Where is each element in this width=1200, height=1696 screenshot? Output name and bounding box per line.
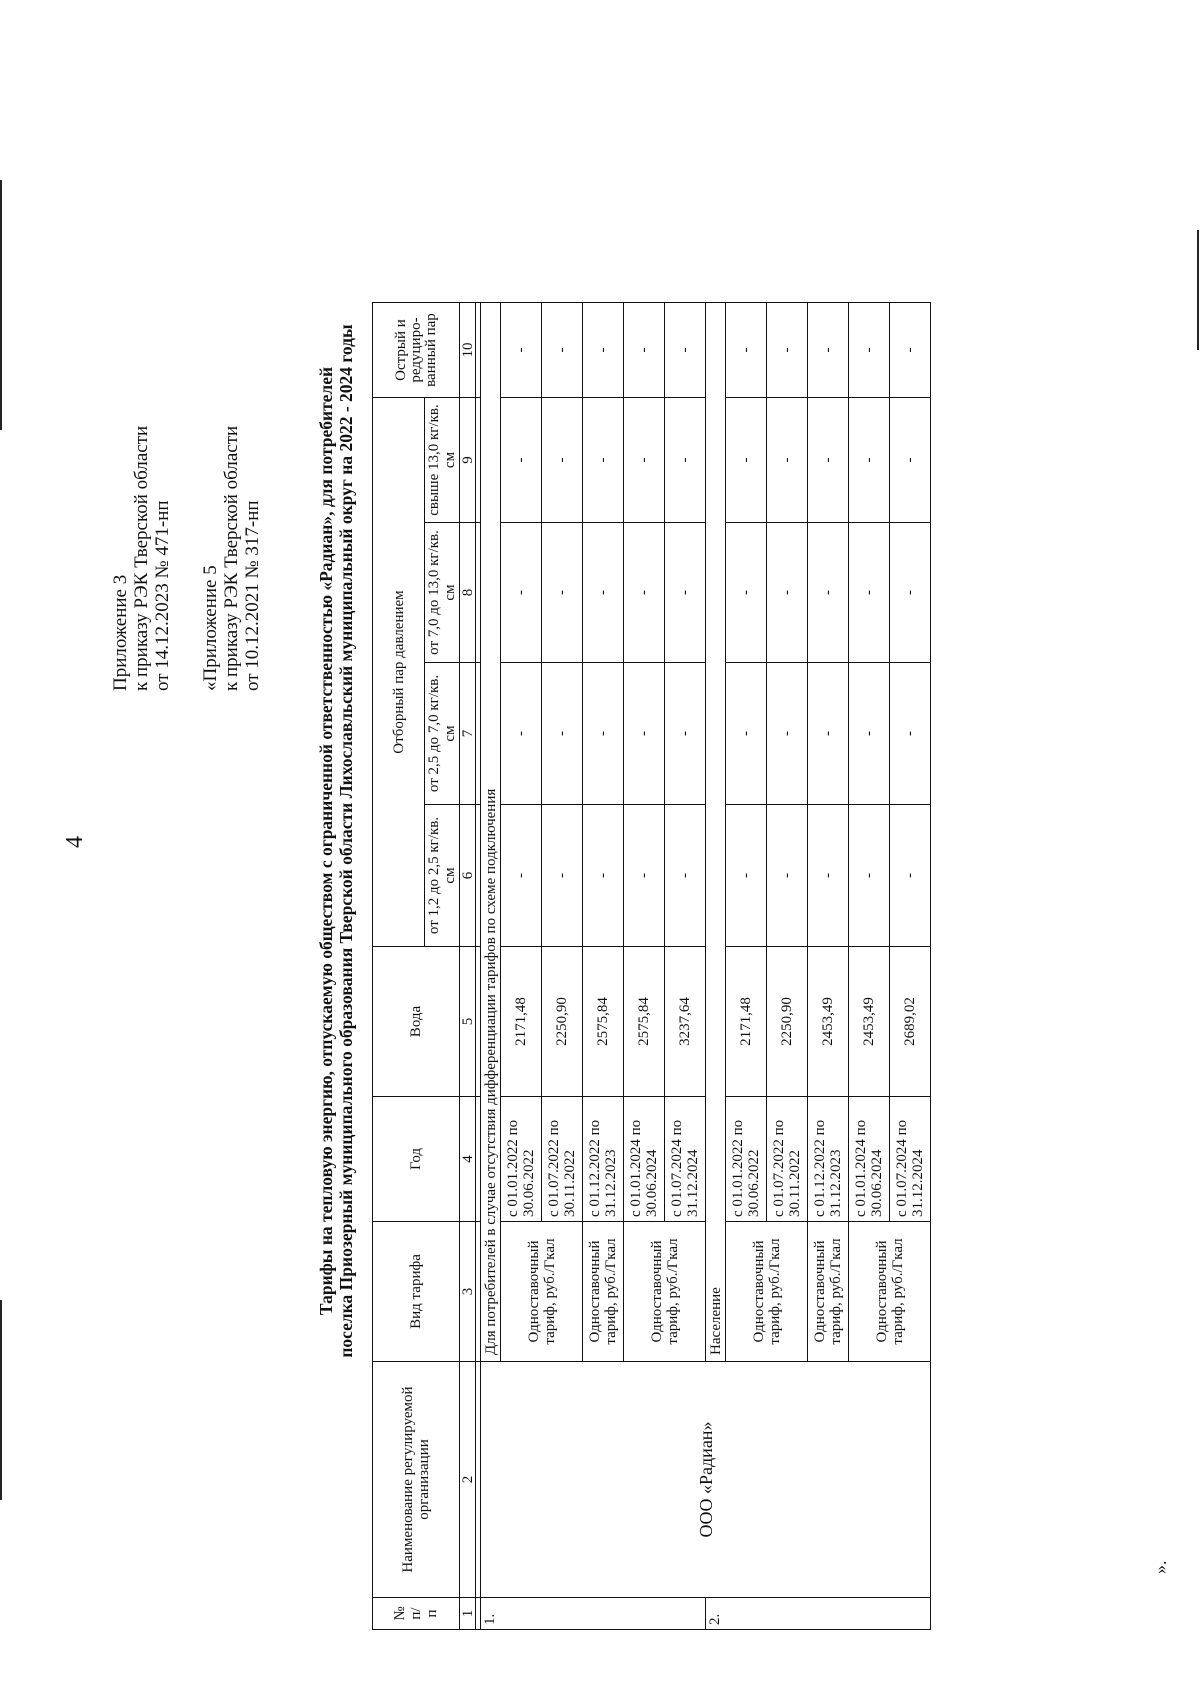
steam-p1-cell: - xyxy=(624,805,665,947)
header-pressure-p2: от 2,5 до 7,0 кг/кв. см xyxy=(425,663,460,805)
header-num: № п/ п xyxy=(373,1598,460,1630)
appendix-current-line1: Приложение 3 xyxy=(110,574,131,691)
header-year: Год xyxy=(373,1097,460,1222)
appendix-original-line2: к приказу РЭК Тверской области xyxy=(221,425,242,691)
steam-p4-cell: - xyxy=(849,398,890,523)
water-tariff-cell: 2453,49 xyxy=(808,947,849,1097)
steam-p4-cell: - xyxy=(501,398,542,523)
closing-mark: ». xyxy=(1150,1560,1170,1574)
steam-p4-cell: - xyxy=(542,398,583,523)
water-tariff-cell: 2453,49 xyxy=(849,947,890,1097)
steam-p1-cell: - xyxy=(501,805,542,947)
steam-sharp-cell: - xyxy=(665,303,706,398)
tariff-type-cell: Одноставочный тариф, руб./Гкал xyxy=(808,1222,849,1362)
steam-p3-cell: - xyxy=(808,523,849,663)
period-cell: с 01.01.2024 по 30.06.2024 xyxy=(624,1097,665,1222)
steam-p4-cell: - xyxy=(726,398,767,523)
steam-p2-cell: - xyxy=(501,663,542,805)
steam-p1-cell: - xyxy=(849,805,890,947)
steam-p4-cell: - xyxy=(665,398,706,523)
steam-p4-cell: - xyxy=(583,398,624,523)
steam-sharp-cell: - xyxy=(849,303,890,398)
tariff-type-cell: Одноставочный тариф, руб./Гкал xyxy=(849,1222,931,1362)
steam-sharp-cell: - xyxy=(808,303,849,398)
period-cell: с 01.07.2022 по 30.11.2022 xyxy=(542,1097,583,1222)
header-water: Вода xyxy=(373,947,460,1097)
row-number: 1. xyxy=(481,1598,706,1630)
column-number: 9 xyxy=(460,398,476,523)
period-cell: с 01.07.2022 по 30.11.2022 xyxy=(767,1097,808,1222)
steam-p2-cell: - xyxy=(767,663,808,805)
tariff-type-cell: Одноставочный тариф, руб./Гкал xyxy=(501,1222,583,1362)
steam-p2-cell: - xyxy=(726,663,767,805)
steam-p3-cell: - xyxy=(624,523,665,663)
header-org-name: Наименование регулируемой организации xyxy=(373,1362,460,1598)
steam-p3-cell: - xyxy=(583,523,624,663)
steam-p3-cell: - xyxy=(849,523,890,663)
appendix-original xyxy=(200,426,263,691)
water-tariff-cell: 3237,64 xyxy=(665,947,706,1097)
steam-p3-cell: - xyxy=(767,523,808,663)
steam-sharp-cell: - xyxy=(767,303,808,398)
period-cell: с 01.01.2024 по 30.06.2024 xyxy=(849,1097,890,1222)
steam-p3-cell: - xyxy=(501,523,542,663)
period-cell: с 01.01.2022 по 30.06.2022 xyxy=(726,1097,767,1222)
steam-p4-cell: - xyxy=(624,398,665,523)
period-cell: с 01.12.2022 по 31.12.2023 xyxy=(583,1097,624,1222)
column-number: 10 xyxy=(460,303,476,398)
section-label: Для потребителей в случае отсутствия дифференциации тарифов по схеме подключения xyxy=(481,303,501,1362)
steam-p1-cell: - xyxy=(542,805,583,947)
steam-p1-cell: - xyxy=(890,805,931,947)
water-tariff-cell: 2250,90 xyxy=(542,947,583,1097)
appendix-current xyxy=(110,426,173,691)
column-number: 5 xyxy=(460,947,476,1097)
column-number: 2 xyxy=(460,1362,476,1598)
column-number: 4 xyxy=(460,1097,476,1222)
steam-sharp-cell: - xyxy=(583,303,624,398)
steam-p2-cell: - xyxy=(808,663,849,805)
section-label: Население xyxy=(706,303,726,1362)
steam-p3-cell: - xyxy=(542,523,583,663)
water-tariff-cell: 2689,02 xyxy=(890,947,931,1097)
title-line2: поселка Приозерный муниципального образования Тверской области Лихославльский муниципальный округ на 2022 - 2024 годы xyxy=(336,324,356,1358)
header-sharp-steam: Острый и редуциро-ванный пар xyxy=(373,303,460,398)
row-number: 2. xyxy=(706,1598,931,1630)
column-number: 6 xyxy=(460,805,476,947)
tariff-type-cell: Одноставочный тариф, руб./Гкал xyxy=(624,1222,706,1362)
water-tariff-cell: 2171,48 xyxy=(501,947,542,1097)
tariff-type-cell: Одноставочный тариф, руб./Гкал xyxy=(726,1222,808,1362)
steam-p4-cell: - xyxy=(890,398,931,523)
steam-p1-cell: - xyxy=(665,805,706,947)
steam-sharp-cell: - xyxy=(501,303,542,398)
column-number: 8 xyxy=(460,523,476,663)
document-title xyxy=(316,126,356,1556)
water-tariff-cell: 2250,90 xyxy=(767,947,808,1097)
column-number-row xyxy=(460,303,476,1630)
steam-p1-cell: - xyxy=(767,805,808,947)
period-cell: с 01.07.2024 по 31.12.2024 xyxy=(890,1097,931,1222)
organization-name: ООО «Радиан» xyxy=(481,1362,931,1598)
period-cell: с 01.01.2022 по 30.06.2022 xyxy=(501,1097,542,1222)
column-number: 7 xyxy=(460,663,476,805)
appendix-current-line3: от 14.12.2023 № 471-нп xyxy=(152,500,173,691)
header-row xyxy=(373,303,425,1630)
header-pressure-p4: свыше 13,0 кг/кв. см xyxy=(425,398,460,523)
steam-p3-cell: - xyxy=(665,523,706,663)
steam-p3-cell: - xyxy=(890,523,931,663)
tariff-type-cell: Одноставочный тариф, руб./Гкал xyxy=(583,1222,624,1362)
page-number: 4 xyxy=(62,836,88,848)
water-tariff-cell: 2575,84 xyxy=(624,947,665,1097)
water-tariff-cell: 2171,48 xyxy=(726,947,767,1097)
title-line1: Тарифы на тепловую энергию, отпускаемую обществом с ограниченной ответственностью «Радиан», для потребителей xyxy=(316,366,336,1316)
steam-p1-cell: - xyxy=(726,805,767,947)
steam-p4-cell: - xyxy=(808,398,849,523)
period-cell: с 01.07.2024 по 31.12.2024 xyxy=(665,1097,706,1222)
steam-sharp-cell: - xyxy=(624,303,665,398)
appendix-current-line2: к приказу РЭК Тверской области xyxy=(131,425,152,691)
appendix-original-line3: от 10.12.2021 № 317-нп xyxy=(242,500,263,691)
steam-p2-cell: - xyxy=(890,663,931,805)
header-pressure-p1: от 1,2 до 2,5 кг/кв. см xyxy=(425,805,460,947)
steam-p2-cell: - xyxy=(542,663,583,805)
appendix-original-line1: «Приложение 5 xyxy=(200,565,221,691)
header-pressure-p3: от 7,0 до 13,0 кг/кв. см xyxy=(425,523,460,663)
steam-p2-cell: - xyxy=(583,663,624,805)
steam-p3-cell: - xyxy=(726,523,767,663)
section-header-row xyxy=(481,303,501,1630)
period-cell: с 01.12.2022 по 31.12.2023 xyxy=(808,1097,849,1222)
steam-p1-cell: - xyxy=(808,805,849,947)
steam-sharp-cell: - xyxy=(726,303,767,398)
steam-p4-cell: - xyxy=(767,398,808,523)
steam-p2-cell: - xyxy=(849,663,890,805)
steam-p1-cell: - xyxy=(583,805,624,947)
column-number: 3 xyxy=(460,1222,476,1362)
steam-p2-cell: - xyxy=(624,663,665,805)
water-tariff-cell: 2575,84 xyxy=(583,947,624,1097)
column-number: 1 xyxy=(460,1598,476,1630)
tariff-table xyxy=(372,302,931,1630)
header-steam-group: Отборный пар давлением xyxy=(373,398,425,947)
steam-sharp-cell: - xyxy=(542,303,583,398)
header-tariff-type: Вид тарифа xyxy=(373,1222,460,1362)
steam-sharp-cell: - xyxy=(890,303,931,398)
steam-p2-cell: - xyxy=(665,663,706,805)
